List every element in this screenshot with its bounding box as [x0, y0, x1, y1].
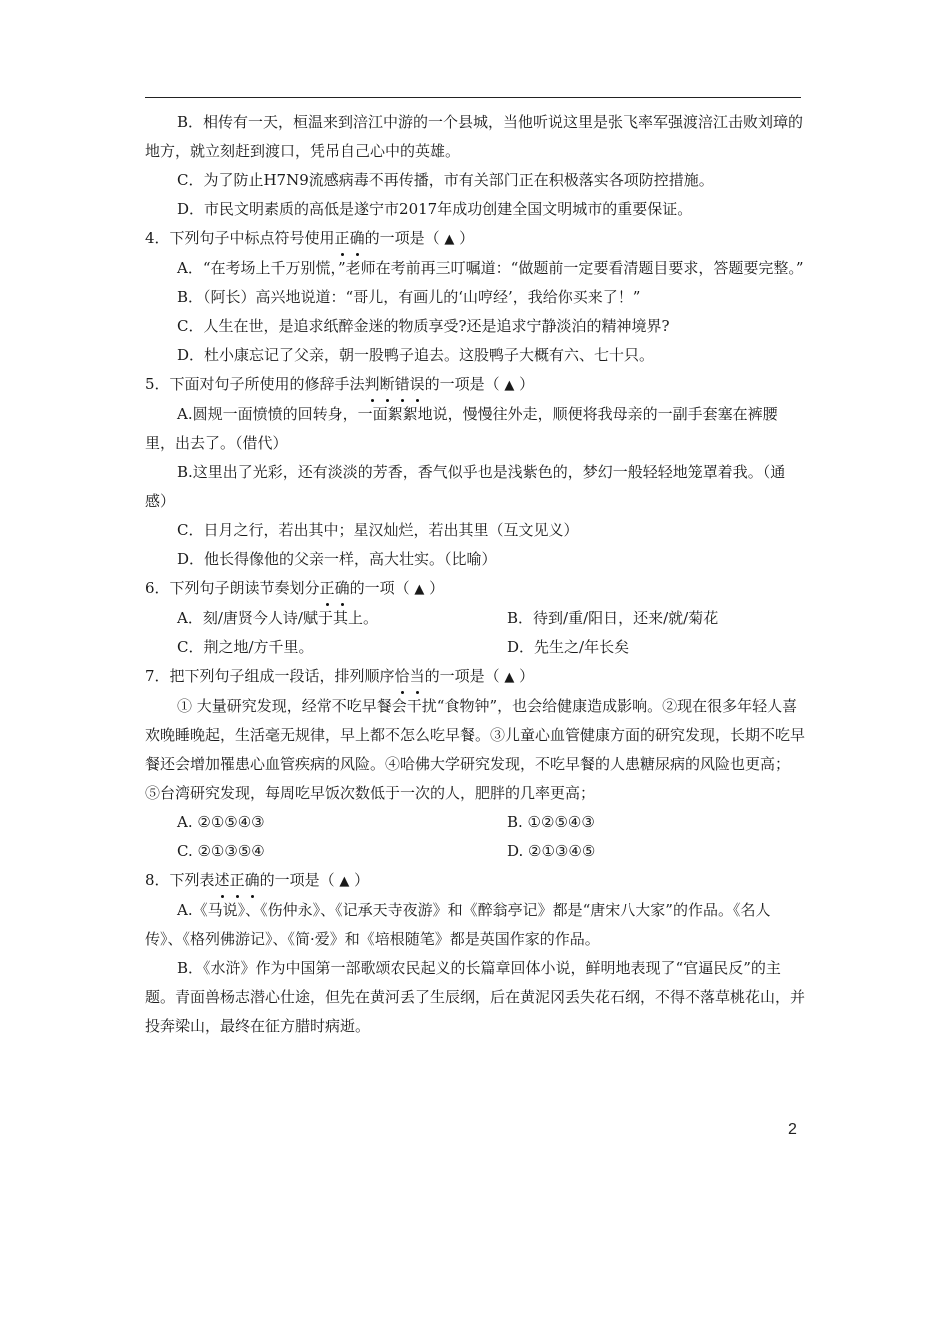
answer-blank-triangle: ▲: [339, 874, 350, 889]
q8-option-b: B．《水浒》作为中国第一部歌颂农民起义的长篇章回体小说，鲜明地表现了“官逼民反”的主题。青面兽杨志潜心仕途，但先在黄河丢了生辰纲，后在黄泥冈丢失花石纲，不得不落草桃花山，并投奔梁山，最终在征方腊时病逝。: [145, 959, 806, 1035]
q5-option-d: D．他长得像他的父亲一样，高大壮实。（比喻）: [177, 550, 497, 568]
q7-passage: ① 大量研究发现，经常不吃早餐会干扰“食物钟”，也会给健康造成影响。②现在很多年轻人喜欢晚睡晚起，生活毫无规律，早上都不怎么吃早餐。③儿童心血管健康方面的研究发现，长期不吃早餐还会增加罹患心血管疾病的风险。④哈佛大学研究发现，不吃早餐的人患糖尿病的风险也更高； ⑤台湾研究发现，每周吃早饭次数低于一次的人，肥胖的几率更高；: [145, 697, 806, 802]
q4-stem: 4．下列句子中标点符号使用正确的一项是（ ▲ ）: [145, 224, 805, 254]
q5-option-c: C．日月之行，若出其中；星汉灿烂，若出其里（互文见义）: [177, 521, 579, 539]
q7-stem: 7．把下列句子组成一段话，排列顺序恰当的一项是（ ▲ ）: [145, 662, 805, 692]
q5-option-a: A.圆规一面愤愤的回转身，一面絮絮地说，慢慢往外走，顺便将我母亲的一副手套塞在裤腰里，出去了。（借代）: [145, 405, 778, 452]
answer-blank-triangle: ▲: [504, 378, 515, 393]
q6-option-d: D．先生之/年长矣: [507, 638, 630, 656]
q6-option-c: C．荆之地/方千里。: [177, 638, 314, 656]
q6-option-b: B．待到/重/阳日，还来/就/菊花: [507, 609, 719, 627]
q7-options-row-1: [145, 808, 805, 837]
q7-option-c: C. ②①③⑤④: [177, 842, 265, 860]
q4-option-c: C．人生在世，是追求纸醉金迷的物质享受?还是追求宁静淡泊的精神境界?: [177, 317, 670, 335]
q6-stem: 6．下列句子朗读节奏划分正确的一项（ ▲ ）: [145, 574, 805, 604]
answer-blank-triangle: ▲: [414, 582, 425, 597]
q4-option-a: A．“在考场上千万别慌，”老师在考前再三叮嘱道：“做题前一定要看清题目要求，答题要完整。”: [177, 259, 804, 277]
q7-option-a: A. ②①⑤④③: [177, 813, 265, 831]
q8-stem: 8．下列表述正确的一项是（ ▲ ）: [145, 866, 805, 896]
q5-stem: 5．下面对句子所使用的修辞手法判断错误的一项是（ ▲ ）: [145, 370, 805, 400]
q3-option-d: D．市民文明素质的高低是遂宁市2017年成功创建全国文明城市的重要保证。: [177, 200, 693, 218]
answer-blank-triangle: ▲: [504, 670, 515, 685]
answer-blank-triangle: ▲: [444, 232, 455, 247]
q4-option-b: B．（阿长）高兴地说道：“哥儿，有画儿的‘山哼经’，我给你买来了！”: [177, 288, 641, 306]
q7-option-d: D. ②①③④⑤: [507, 842, 596, 860]
header-rule: [145, 97, 801, 98]
q6-options-row-1: [145, 604, 805, 633]
q6-option-a: A．刻/唐贤今人诗/赋于其上。: [177, 609, 378, 627]
q3-option-b: B．相传有一天，桓温来到涪江中游的一个县城，当他听说这里是张飞率军强渡涪江击败刘璋的地方，就立刻赶到渡口，凭吊自己心中的英雄。: [145, 113, 804, 160]
q3-option-c: C．为了防止H7N9流感病毒不再传播，市有关部门正在积极落实各项防控措施。: [177, 171, 714, 189]
q5-option-b: B.这里出了光彩，还有淡淡的芳香，香气似乎也是浅紫色的，梦幻一般轻轻地笼罩着我。（通感）: [145, 463, 786, 510]
q4-option-d: D．杜小康忘记了父亲，朝一股鸭子追去。这股鸭子大概有六、七十只。: [177, 346, 655, 364]
exam-content: [145, 108, 805, 1041]
page-number: 2: [788, 1121, 797, 1138]
q8-option-a: A.《马说》、《伤仲永》、《记承天寺夜游》和《醉翁亭记》都是“唐宋八大家”的作品。《名人传》、《格列佛游记》、《简·爱》和《培根随笔》都是英国作家的作品。: [145, 901, 771, 948]
q7-option-b: B. ①②⑤④③: [507, 813, 595, 831]
q7-options-row-2: [145, 837, 805, 866]
q6-options-row-2: [145, 633, 805, 662]
